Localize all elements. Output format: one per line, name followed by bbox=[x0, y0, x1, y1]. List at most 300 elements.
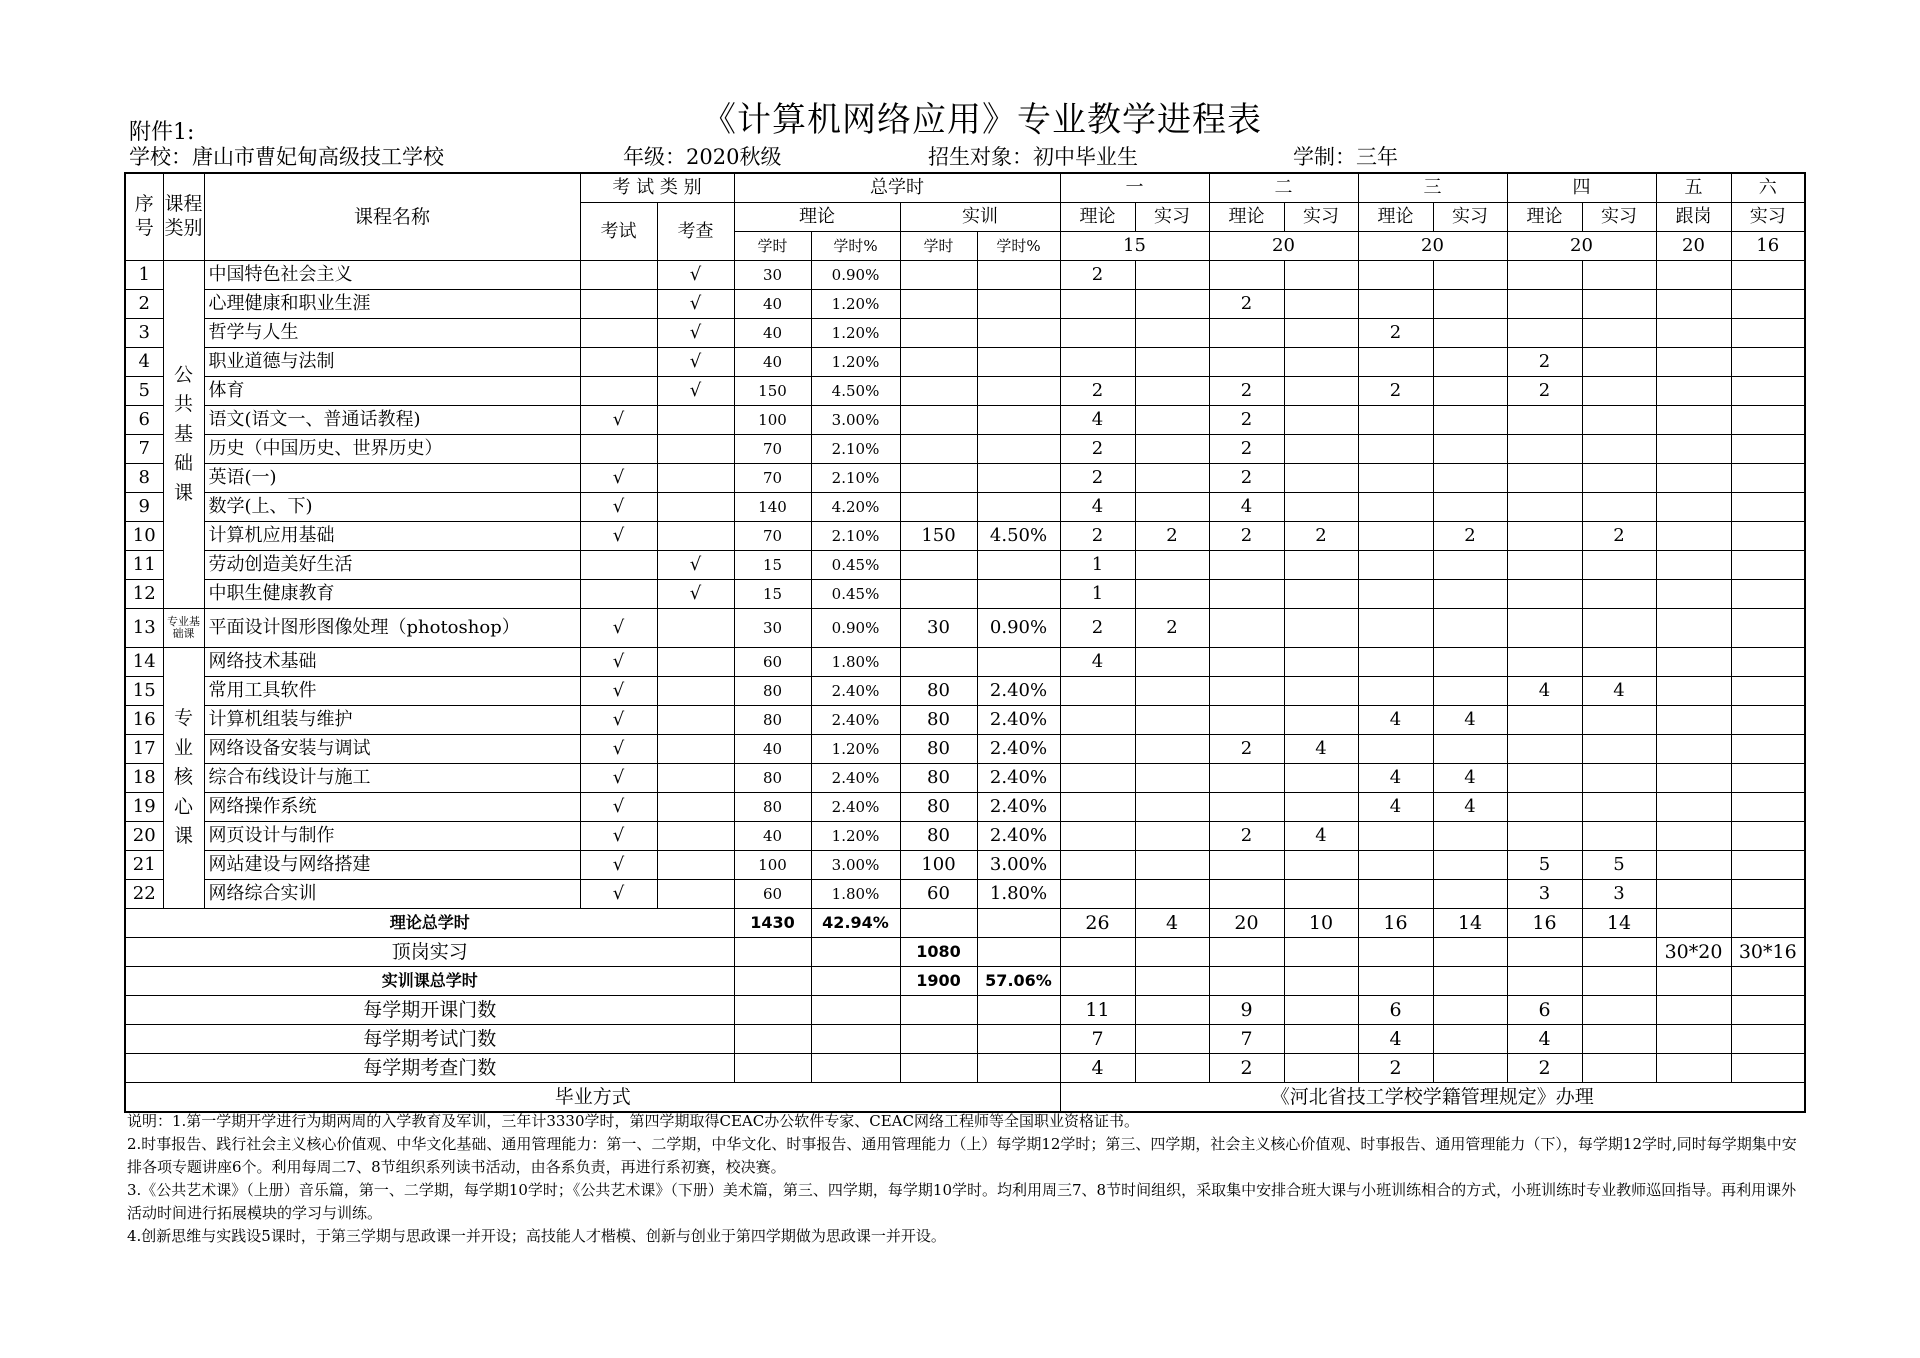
row-check: √ bbox=[657, 261, 734, 290]
row-exam bbox=[580, 290, 657, 319]
row-training-pct bbox=[977, 319, 1060, 348]
row-training-hours: 80 bbox=[900, 793, 977, 822]
row-sem-cell bbox=[1582, 348, 1656, 377]
row-sem-cell bbox=[1433, 609, 1507, 648]
row-sem-cell bbox=[1209, 851, 1284, 880]
row-training-pct: 2.40% bbox=[977, 793, 1060, 822]
row-theory-hours: 30 bbox=[734, 609, 811, 648]
row-theory-hours: 40 bbox=[734, 735, 811, 764]
row-training-pct bbox=[977, 290, 1060, 319]
row-check: √ bbox=[657, 551, 734, 580]
course-row bbox=[125, 261, 1805, 290]
row-sem-cell bbox=[1656, 851, 1731, 880]
row-course-name: 平面设计图形图像处理（photoshop） bbox=[204, 609, 580, 648]
header-exam: 考试 bbox=[580, 203, 657, 261]
summary-sem-cell bbox=[1284, 967, 1358, 996]
summary-training-pct bbox=[977, 996, 1060, 1025]
course-row bbox=[125, 648, 1805, 677]
row-sem-cell bbox=[1433, 435, 1507, 464]
row-sem-cell bbox=[1656, 648, 1731, 677]
row-sem-cell: 4 bbox=[1433, 764, 1507, 793]
row-sem-cell bbox=[1135, 406, 1209, 435]
row-course-name: 心理健康和职业生涯 bbox=[204, 290, 580, 319]
summary-label: 每学期考查门数 bbox=[125, 1054, 734, 1083]
row-sem-cell bbox=[1507, 522, 1582, 551]
summary-sem-cell: 30*20 bbox=[1656, 938, 1731, 967]
summary-sem-cell bbox=[1135, 967, 1209, 996]
row-sem-cell bbox=[1060, 880, 1135, 909]
row-training-pct bbox=[977, 261, 1060, 290]
summary-sem-cell: 2 bbox=[1358, 1054, 1433, 1083]
row-sem-cell: 1 bbox=[1060, 551, 1135, 580]
row-theory-hours: 70 bbox=[734, 435, 811, 464]
summary-label: 每学期开课门数 bbox=[125, 996, 734, 1025]
row-theory-pct: 2.10% bbox=[811, 522, 900, 551]
summary-sem-cell: 7 bbox=[1209, 1025, 1284, 1054]
target-label: 招生对象：初中毕业生 bbox=[928, 145, 1138, 169]
summary-sem-cell bbox=[1135, 1054, 1209, 1083]
row-sem-cell bbox=[1135, 793, 1209, 822]
summary-sem-cell bbox=[1582, 967, 1656, 996]
row-theory-pct: 0.45% bbox=[811, 580, 900, 609]
row-check bbox=[657, 764, 734, 793]
row-sem-cell bbox=[1209, 880, 1284, 909]
row-theory-hours: 80 bbox=[734, 677, 811, 706]
row-seq: 11 bbox=[125, 551, 163, 580]
summary-theory-pct bbox=[811, 996, 900, 1025]
summary-label: 实训课总学时 bbox=[125, 967, 734, 996]
row-theory-hours: 60 bbox=[734, 648, 811, 677]
row-sem-cell bbox=[1582, 377, 1656, 406]
row-sem-cell bbox=[1507, 406, 1582, 435]
row-check: √ bbox=[657, 377, 734, 406]
row-sem-cell: 4 bbox=[1060, 493, 1135, 522]
row-seq: 17 bbox=[125, 735, 163, 764]
row-training-hours: 100 bbox=[900, 851, 977, 880]
row-seq: 13 bbox=[125, 609, 163, 648]
row-sem-cell bbox=[1284, 464, 1358, 493]
row-sem-cell bbox=[1731, 735, 1805, 764]
row-seq: 16 bbox=[125, 706, 163, 735]
row-theory-hours: 40 bbox=[734, 348, 811, 377]
summary-label: 每学期考试门数 bbox=[125, 1025, 734, 1054]
row-sem-cell: 4 bbox=[1433, 706, 1507, 735]
row-sem-cell bbox=[1731, 493, 1805, 522]
row-sem-cell bbox=[1656, 880, 1731, 909]
summary-sem-cell bbox=[1284, 996, 1358, 1025]
row-seq: 21 bbox=[125, 851, 163, 880]
row-sem-cell bbox=[1358, 290, 1433, 319]
row-theory-pct: 2.10% bbox=[811, 464, 900, 493]
row-sem-cell bbox=[1358, 348, 1433, 377]
header-sem4-practice: 实习 bbox=[1582, 203, 1656, 232]
row-sem-cell: 2 bbox=[1060, 261, 1135, 290]
row-sem-cell: 4 bbox=[1358, 764, 1433, 793]
summary-sem-cell bbox=[1060, 938, 1135, 967]
row-course-name: 网页设计与制作 bbox=[204, 822, 580, 851]
row-sem-cell: 1 bbox=[1060, 580, 1135, 609]
summary-training-pct: 57.06% bbox=[977, 967, 1060, 996]
row-sem-cell bbox=[1507, 435, 1582, 464]
row-sem-cell bbox=[1358, 822, 1433, 851]
summary-sem-cell bbox=[1656, 1054, 1731, 1083]
row-sem-cell: 2 bbox=[1284, 522, 1358, 551]
row-sem-cell bbox=[1507, 822, 1582, 851]
row-theory-hours: 70 bbox=[734, 464, 811, 493]
row-exam bbox=[580, 551, 657, 580]
grade-label: 年级：2020秋级 bbox=[623, 145, 782, 169]
row-sem-cell bbox=[1656, 406, 1731, 435]
row-training-hours: 150 bbox=[900, 522, 977, 551]
row-sem-cell bbox=[1582, 319, 1656, 348]
summary-sem-cell bbox=[1656, 1025, 1731, 1054]
summary-sem-cell: 6 bbox=[1507, 996, 1582, 1025]
summary-training-hours bbox=[900, 1025, 977, 1054]
row-sem-cell bbox=[1135, 348, 1209, 377]
row-exam: √ bbox=[580, 735, 657, 764]
summary-sem-cell bbox=[1731, 1025, 1805, 1054]
row-sem-cell bbox=[1060, 319, 1135, 348]
row-sem-cell bbox=[1433, 735, 1507, 764]
row-training-pct: 2.40% bbox=[977, 735, 1060, 764]
summary-sem-cell bbox=[1433, 967, 1507, 996]
row-exam: √ bbox=[580, 764, 657, 793]
row-sem-cell bbox=[1507, 764, 1582, 793]
course-row bbox=[125, 822, 1805, 851]
note-4: 4.创新思维与实践设5课时，于第三学期与思政课一并开设；高技能人才楷模、创新与创业于第四学期做为思政课一并开设。 bbox=[127, 1227, 946, 1245]
header-sem1: 一 bbox=[1060, 173, 1209, 203]
header-sem4-theory: 理论 bbox=[1507, 203, 1582, 232]
row-sem-cell bbox=[1060, 851, 1135, 880]
row-course-name: 中职生健康教育 bbox=[204, 580, 580, 609]
row-sem-cell bbox=[1135, 648, 1209, 677]
row-sem-cell bbox=[1582, 406, 1656, 435]
row-training-hours bbox=[900, 290, 977, 319]
row-sem-cell: 2 bbox=[1358, 377, 1433, 406]
summary-row bbox=[125, 938, 1805, 967]
summary-training-hours: 1080 bbox=[900, 938, 977, 967]
course-row bbox=[125, 706, 1805, 735]
row-sem-cell: 2 bbox=[1433, 522, 1507, 551]
row-sem-cell bbox=[1582, 580, 1656, 609]
row-sem-cell bbox=[1507, 464, 1582, 493]
row-training-hours bbox=[900, 406, 977, 435]
row-seq: 10 bbox=[125, 522, 163, 551]
teaching-plan-table bbox=[124, 172, 1806, 1113]
row-sem-cell: 2 bbox=[1135, 609, 1209, 648]
row-sem-cell bbox=[1731, 377, 1805, 406]
summary-sem-cell bbox=[1358, 967, 1433, 996]
row-theory-pct: 3.00% bbox=[811, 851, 900, 880]
row-sem-cell bbox=[1582, 464, 1656, 493]
row-sem-cell bbox=[1284, 793, 1358, 822]
note-2: 2.时事报告、践行社会主义核心价值观、中华文化基础、通用管理能力：第一、二学期，中华文化、时事报告、通用管理能力（上）每学期12学时；第三、四学期，社会主义核心价值观、时事报告、通用管理能力（下），每学期12学时,同时每学期集中安排各项专题讲座6个。利用每周二7、8节组织系列读书活动，由各系负责，再进行系初赛，校决赛。 bbox=[127, 1135, 1797, 1176]
row-course-name: 计算机应用基础 bbox=[204, 522, 580, 551]
row-sem-cell bbox=[1731, 580, 1805, 609]
row-sem-cell bbox=[1433, 551, 1507, 580]
row-sem-cell bbox=[1656, 348, 1731, 377]
row-check: √ bbox=[657, 319, 734, 348]
row-course-name: 网络技术基础 bbox=[204, 648, 580, 677]
summary-sem-cell bbox=[1731, 967, 1805, 996]
header-sem6: 六 bbox=[1731, 173, 1805, 203]
row-check bbox=[657, 706, 734, 735]
header-theory-pct: 学时% bbox=[811, 232, 900, 261]
header-sem1-practice: 实习 bbox=[1135, 203, 1209, 232]
row-course-name: 计算机组装与维护 bbox=[204, 706, 580, 735]
row-sem-cell bbox=[1656, 493, 1731, 522]
row-check bbox=[657, 406, 734, 435]
summary-sem-cell bbox=[1209, 938, 1284, 967]
row-theory-pct: 1.20% bbox=[811, 735, 900, 764]
summary-training-hours bbox=[900, 1054, 977, 1083]
row-check bbox=[657, 648, 734, 677]
row-sem-cell: 2 bbox=[1060, 522, 1135, 551]
row-exam: √ bbox=[580, 706, 657, 735]
row-sem-cell bbox=[1582, 493, 1656, 522]
row-sem-cell: 4 bbox=[1507, 677, 1582, 706]
summary-sem-cell bbox=[1060, 967, 1135, 996]
row-theory-pct: 1.80% bbox=[811, 880, 900, 909]
row-course-name: 职业道德与法制 bbox=[204, 348, 580, 377]
row-sem-cell bbox=[1507, 706, 1582, 735]
row-sem-cell bbox=[1135, 493, 1209, 522]
row-seq: 5 bbox=[125, 377, 163, 406]
summary-sem-cell bbox=[1582, 996, 1656, 1025]
header-weeks6: 16 bbox=[1731, 232, 1805, 261]
row-theory-hours: 140 bbox=[734, 493, 811, 522]
row-seq: 20 bbox=[125, 822, 163, 851]
page-title: 《计算机网络应用》专业教学进程表 bbox=[702, 100, 1262, 140]
row-training-hours bbox=[900, 464, 977, 493]
row-theory-pct: 2.40% bbox=[811, 793, 900, 822]
header-sem3: 三 bbox=[1358, 173, 1507, 203]
attachment-label: 附件1: bbox=[129, 120, 195, 145]
summary-sem-cell bbox=[1433, 1025, 1507, 1054]
row-sem-cell bbox=[1582, 793, 1656, 822]
row-sem-cell bbox=[1135, 290, 1209, 319]
row-sem-cell: 3 bbox=[1582, 880, 1656, 909]
summary-sem-cell: 16 bbox=[1507, 909, 1582, 938]
row-course-name: 网站建设与网络搭建 bbox=[204, 851, 580, 880]
row-sem-cell bbox=[1284, 290, 1358, 319]
course-row bbox=[125, 677, 1805, 706]
row-sem-cell bbox=[1358, 493, 1433, 522]
course-row bbox=[125, 522, 1805, 551]
row-sem-cell bbox=[1582, 648, 1656, 677]
row-sem-cell bbox=[1284, 580, 1358, 609]
row-course-name: 历史（中国历史、世界历史） bbox=[204, 435, 580, 464]
row-check: √ bbox=[657, 348, 734, 377]
row-sem-cell bbox=[1209, 677, 1284, 706]
row-exam: √ bbox=[580, 464, 657, 493]
row-sem-cell bbox=[1060, 793, 1135, 822]
summary-sem-cell bbox=[1656, 967, 1731, 996]
row-sem-cell bbox=[1284, 880, 1358, 909]
row-check: √ bbox=[657, 290, 734, 319]
course-row bbox=[125, 735, 1805, 764]
summary-sem-cell bbox=[1507, 938, 1582, 967]
summary-sem-cell: 10 bbox=[1284, 909, 1358, 938]
row-theory-hours: 80 bbox=[734, 764, 811, 793]
row-sem-cell bbox=[1284, 764, 1358, 793]
summary-training-pct bbox=[977, 909, 1060, 938]
row-training-pct: 3.00% bbox=[977, 851, 1060, 880]
row-sem-cell bbox=[1358, 522, 1433, 551]
row-sem-cell bbox=[1656, 377, 1731, 406]
row-training-pct bbox=[977, 377, 1060, 406]
row-check bbox=[657, 435, 734, 464]
summary-sem-cell: 20 bbox=[1209, 909, 1284, 938]
course-row bbox=[125, 764, 1805, 793]
row-training-hours bbox=[900, 348, 977, 377]
row-theory-pct: 3.00% bbox=[811, 406, 900, 435]
row-sem-cell bbox=[1060, 735, 1135, 764]
course-row bbox=[125, 793, 1805, 822]
summary-sem-cell: 4 bbox=[1358, 1025, 1433, 1054]
row-sem-cell bbox=[1656, 551, 1731, 580]
row-sem-cell bbox=[1433, 406, 1507, 435]
row-sem-cell bbox=[1582, 290, 1656, 319]
row-theory-pct: 1.20% bbox=[811, 319, 900, 348]
summary-sem-cell bbox=[1731, 1054, 1805, 1083]
row-sem-cell bbox=[1433, 677, 1507, 706]
row-sem-cell bbox=[1507, 551, 1582, 580]
row-sem-cell bbox=[1582, 609, 1656, 648]
summary-sem-cell bbox=[1135, 996, 1209, 1025]
row-sem-cell bbox=[1731, 609, 1805, 648]
row-sem-cell: 2 bbox=[1060, 377, 1135, 406]
row-sem-cell bbox=[1209, 580, 1284, 609]
row-check bbox=[657, 822, 734, 851]
row-seq: 22 bbox=[125, 880, 163, 909]
row-sem-cell bbox=[1507, 648, 1582, 677]
summary-training-pct bbox=[977, 1054, 1060, 1083]
row-sem-cell bbox=[1656, 764, 1731, 793]
row-sem-cell bbox=[1135, 735, 1209, 764]
summary-sem-cell bbox=[1507, 967, 1582, 996]
header-sem3-theory: 理论 bbox=[1358, 203, 1433, 232]
row-training-hours bbox=[900, 435, 977, 464]
row-sem-cell: 2 bbox=[1582, 522, 1656, 551]
row-sem-cell bbox=[1656, 793, 1731, 822]
row-sem-cell: 2 bbox=[1358, 319, 1433, 348]
row-check bbox=[657, 735, 734, 764]
row-sem-cell bbox=[1656, 677, 1731, 706]
row-check bbox=[657, 851, 734, 880]
summary-sem-cell bbox=[1284, 1025, 1358, 1054]
row-course-name: 英语(一) bbox=[204, 464, 580, 493]
row-sem-cell bbox=[1433, 851, 1507, 880]
row-sem-cell bbox=[1135, 261, 1209, 290]
row-sem-cell bbox=[1284, 851, 1358, 880]
summary-sem-cell: 4 bbox=[1507, 1025, 1582, 1054]
row-exam bbox=[580, 348, 657, 377]
row-sem-cell bbox=[1135, 677, 1209, 706]
row-course-name: 劳动创造美好生活 bbox=[204, 551, 580, 580]
row-sem-cell bbox=[1060, 290, 1135, 319]
row-training-pct bbox=[977, 493, 1060, 522]
summary-theory-hours bbox=[734, 1054, 811, 1083]
row-sem-cell bbox=[1284, 677, 1358, 706]
row-theory-pct: 2.40% bbox=[811, 706, 900, 735]
summary-sem-cell bbox=[1582, 1054, 1656, 1083]
summary-sem-cell bbox=[1433, 1054, 1507, 1083]
row-training-pct: 4.50% bbox=[977, 522, 1060, 551]
row-sem-cell: 4 bbox=[1358, 706, 1433, 735]
category-public: 公共基础课 bbox=[163, 261, 204, 609]
summary-row bbox=[125, 967, 1805, 996]
header-training: 实训 bbox=[900, 203, 1060, 232]
row-seq: 4 bbox=[125, 348, 163, 377]
row-course-name: 数学(上、下) bbox=[204, 493, 580, 522]
row-sem-cell bbox=[1433, 319, 1507, 348]
row-theory-hours: 15 bbox=[734, 551, 811, 580]
row-course-name: 网络设备安装与调试 bbox=[204, 735, 580, 764]
summary-sem-cell bbox=[1656, 996, 1731, 1025]
row-training-pct: 2.40% bbox=[977, 677, 1060, 706]
summary-sem-cell bbox=[1731, 996, 1805, 1025]
header-sem2-theory: 理论 bbox=[1209, 203, 1284, 232]
row-theory-hours: 80 bbox=[734, 793, 811, 822]
row-exam: √ bbox=[580, 406, 657, 435]
summary-sem-cell bbox=[1358, 938, 1433, 967]
duration-label: 学制：三年 bbox=[1293, 145, 1398, 169]
row-sem-cell bbox=[1060, 706, 1135, 735]
row-training-hours: 80 bbox=[900, 735, 977, 764]
row-sem-cell: 2 bbox=[1507, 348, 1582, 377]
row-sem-cell bbox=[1582, 706, 1656, 735]
header-training-pct: 学时% bbox=[977, 232, 1060, 261]
row-theory-pct: 2.10% bbox=[811, 435, 900, 464]
summary-sem-cell bbox=[1433, 996, 1507, 1025]
summary-theory-hours bbox=[734, 1025, 811, 1054]
row-seq: 15 bbox=[125, 677, 163, 706]
row-training-hours: 80 bbox=[900, 764, 977, 793]
summary-sem-cell bbox=[1582, 1025, 1656, 1054]
row-seq: 8 bbox=[125, 464, 163, 493]
row-sem-cell bbox=[1731, 348, 1805, 377]
row-seq: 18 bbox=[125, 764, 163, 793]
row-sem-cell bbox=[1433, 377, 1507, 406]
row-sem-cell bbox=[1209, 648, 1284, 677]
row-sem-cell bbox=[1656, 822, 1731, 851]
row-sem-cell bbox=[1656, 435, 1731, 464]
row-sem-cell bbox=[1507, 793, 1582, 822]
row-check bbox=[657, 609, 734, 648]
row-seq: 6 bbox=[125, 406, 163, 435]
summary-theory-pct bbox=[811, 1054, 900, 1083]
row-sem-cell: 2 bbox=[1209, 377, 1284, 406]
summary-sem-cell bbox=[1433, 938, 1507, 967]
row-sem-cell bbox=[1507, 319, 1582, 348]
graduation-label: 毕业方式 bbox=[125, 1083, 1060, 1113]
row-sem-cell: 4 bbox=[1284, 822, 1358, 851]
row-check bbox=[657, 793, 734, 822]
course-row bbox=[125, 348, 1805, 377]
course-row bbox=[125, 435, 1805, 464]
row-sem-cell: 2 bbox=[1060, 609, 1135, 648]
row-sem-cell: 4 bbox=[1284, 735, 1358, 764]
school-label: 学校：唐山市曹妃甸高级技工学校 bbox=[129, 145, 444, 169]
summary-sem-cell bbox=[1209, 967, 1284, 996]
row-exam: √ bbox=[580, 677, 657, 706]
row-sem-cell bbox=[1284, 609, 1358, 648]
row-sem-cell bbox=[1135, 319, 1209, 348]
row-sem-cell: 2 bbox=[1209, 464, 1284, 493]
row-sem-cell: 4 bbox=[1209, 493, 1284, 522]
row-sem-cell: 2 bbox=[1060, 435, 1135, 464]
